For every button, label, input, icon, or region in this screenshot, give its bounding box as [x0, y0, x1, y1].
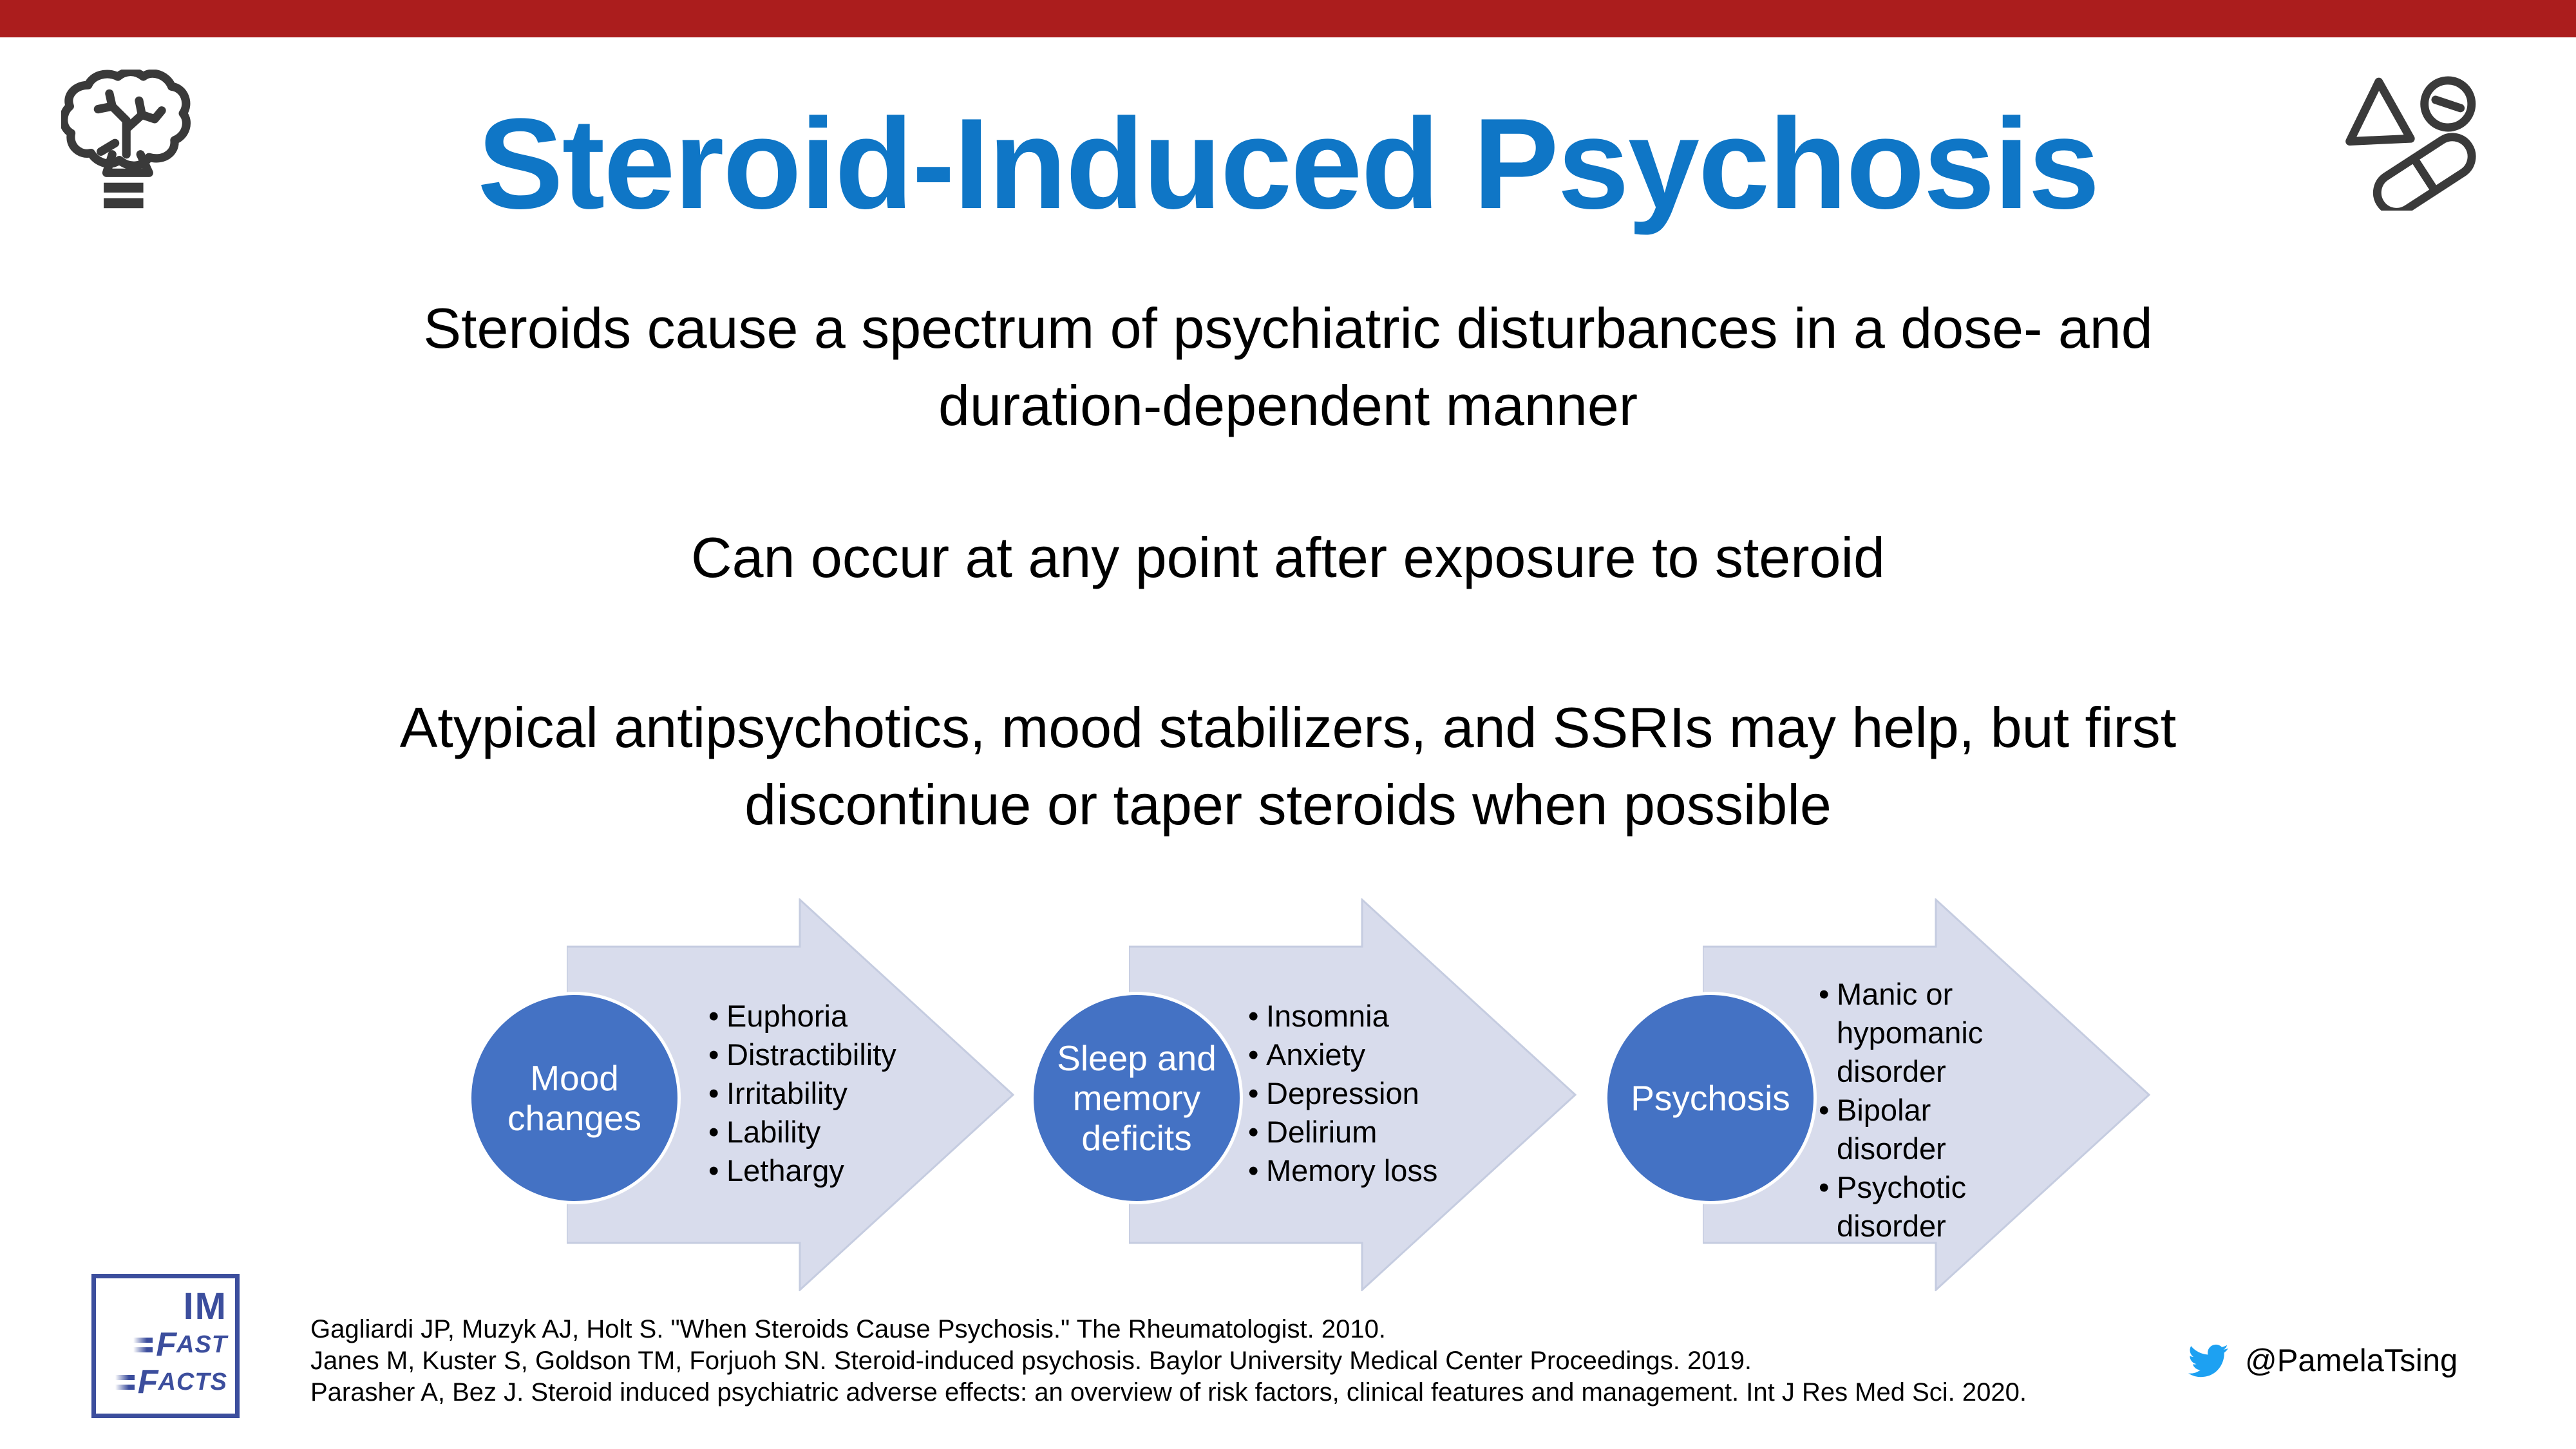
step-bullets-mood	[708, 997, 985, 1190]
logo-letters: AST	[176, 1331, 227, 1358]
paragraph-treatment	[116, 689, 2460, 844]
bullet-item: • Anxiety	[1248, 1036, 1525, 1074]
page-title: Steroid-Induced Psychosis	[477, 92, 2099, 236]
bullet-item: • Euphoria	[708, 997, 985, 1036]
logo-text-facts	[115, 1363, 227, 1401]
bullet-item: • Psychotic disorder	[1819, 1168, 1996, 1245]
bullet-item: • Memory loss	[1248, 1151, 1525, 1190]
step-circle-sleep-memory	[1030, 992, 1243, 1204]
bullet-item: • Bipolar disorder	[1819, 1091, 1996, 1168]
bullet-item: • Lability	[708, 1113, 985, 1151]
step-label-line: Psychosis	[1631, 1078, 1790, 1118]
step-label-line: memory	[1072, 1078, 1201, 1118]
bullet-item: • Manic or hypomanic disorder	[1819, 975, 1996, 1091]
bullet-item: • Lethargy	[708, 1151, 985, 1190]
logo-letter: F	[156, 1326, 176, 1363]
logo-letters: ACTS	[158, 1368, 227, 1396]
citation-line: Janes M, Kuster S, Goldson TM, Forjuoh SN. Steroid-induced psychosis. Baylor University Medical Center Proceedings. 2019.	[310, 1347, 1752, 1375]
paragraph-spectrum	[116, 290, 2460, 444]
step-label-line: Mood	[530, 1058, 619, 1098]
paragraph-line: Steroids cause a spectrum of psychiatric disturbances in a dose- and	[423, 296, 2153, 360]
step-bullets-psychosis	[1819, 975, 1996, 1245]
paragraph-line: Can occur at any point after exposure to steroid	[691, 526, 1885, 589]
logo-letter: F	[137, 1363, 158, 1401]
step-bullets-sleep-memory	[1248, 997, 1525, 1190]
top-accent-bar	[0, 0, 2576, 37]
logo-text-fast	[133, 1326, 227, 1363]
citation-line: Gagliardi JP, Muzyk AJ, Holt S. "When Steroids Cause Psychosis." The Rheumatologist. 2010.	[310, 1315, 1386, 1343]
step-label-line: deficits	[1081, 1118, 1192, 1158]
step-label-line: Sleep and	[1057, 1038, 1217, 1078]
bullet-item: • Irritability	[708, 1074, 985, 1113]
bullet-item: • Distractibility	[708, 1036, 985, 1074]
bullet-item: • Delirium	[1248, 1113, 1525, 1151]
logo-text-im: IM	[183, 1285, 227, 1327]
citation-line: Parasher A, Bez J. Steroid induced psychiatric adverse effects: an overview of risk factors, clinical features and management. Int J Res Med Sci. 2020.	[310, 1378, 2027, 1406]
bullet-item: • Insomnia	[1248, 997, 1525, 1036]
paragraph-line: discontinue or taper steroids when possible	[744, 773, 1832, 837]
twitter-attribution	[2184, 1341, 2458, 1381]
step-circle-psychosis	[1604, 992, 1817, 1204]
paragraph-line: duration-dependent manner	[938, 374, 1638, 437]
step-label-line: changes	[507, 1098, 641, 1138]
pills-icon	[2344, 72, 2483, 211]
paragraph-line: Atypical antipsychotics, mood stabilizers, and SSRIs may help, but first	[399, 696, 2177, 759]
citations	[310, 1314, 2027, 1408]
twitter-bird-icon	[2184, 1341, 2232, 1381]
speed-lines-icon	[115, 1375, 135, 1390]
twitter-handle: @PamelaTsing	[2245, 1343, 2458, 1378]
im-fastfacts-logo	[91, 1274, 240, 1418]
step-circle-mood-changes	[468, 992, 681, 1204]
speed-lines-icon	[133, 1338, 153, 1352]
bullet-item: • Depression	[1248, 1074, 1525, 1113]
paragraph-onset	[116, 519, 2460, 596]
